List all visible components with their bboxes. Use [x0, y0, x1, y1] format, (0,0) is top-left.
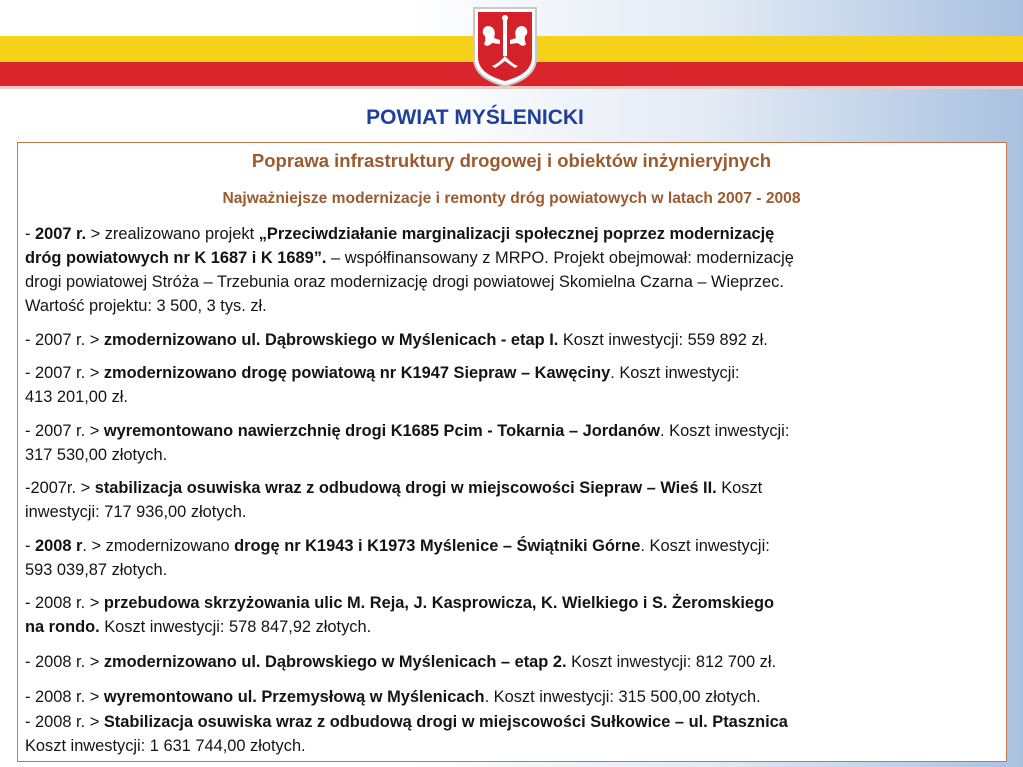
list-item: - 2007 r. > zmodernizowano drogę powiatową nr K1947 Siepraw – Kawęciny. Koszt inwestycji: 413 201,00 zł. [25, 364, 740, 406]
list-item: - 2008 r. > zmodernizowano drogę nr K1943 i K1973 Myślenice – Świątniki Górne. Koszt inwestycji: 593 039,87 złotych. [25, 537, 770, 579]
page-title: POWIAT MYŚLENICKI [366, 106, 584, 129]
section-subheading: Najważniejsze modernizacje i remonty dróg powiatowych w latach 2007 - 2008 [222, 190, 801, 207]
list-item: - 2007 r. > zmodernizowano ul. Dąbrowskiego w Myślenicach - etap I. Koszt inwestycji: 559 892 zł. [25, 331, 768, 349]
list-item: - 2008 r. > wyremontowano ul. Przemysłową w Myślenicach. Koszt inwestycji: 315 500,00 złotych. [25, 688, 761, 706]
list-item: - 2007 r. > wyremontowano nawierzchnię drogi K1685 Pcim - Tokarnia – Jordanów. Koszt inwestycji: 317 530,00 złotych. [25, 422, 790, 464]
list-item: - 2008 r. > zmodernizowano ul. Dąbrowskiego w Myślenicach – etap 2. Koszt inwestycji: 812 700 zł. [25, 653, 777, 671]
list-item: - 2008 r. > przebudowa skrzyżowania ulic M. Reja, J. Kasprowicza, K. Wielkiego i S. Żeromskiego na rondo. Koszt inwestycji: 578 847,92 złotych. [25, 594, 775, 636]
list-item: - 2008 r. > Stabilizacja osuwiska wraz z odbudową drogi w miejscowości Sułkowice – ul. Ptasznica Koszt inwestycji: 1 631 744,00 złotych. [25, 713, 788, 755]
list-item: - 2007 r. > zrealizowano projekt „Przeciwdziałanie marginalizacji społecznej poprzez modernizację dróg powiatowych nr K 1687 i K 1689”. – współfinansowany z MRPO. Projekt obejmował: modernizację drogi powiatowej Stróża – Trzebunia oraz modernizację drogi powiatowej Skomielna Czarna – Wieprzec. Wartość projektu: 3 500, 3 tys. zł. [25, 225, 794, 315]
list-item: -2007r. > stabilizacja osuwiska wraz z odbudową drogi w miejscowości Siepraw – Wieś II. Koszt inwestycji: 717 936,00 złotych. [25, 479, 763, 521]
section-heading: Poprawa infrastruktury drogowej i obiektów inżynieryjnych [251, 150, 772, 171]
coat-of-arms-icon [470, 6, 540, 88]
